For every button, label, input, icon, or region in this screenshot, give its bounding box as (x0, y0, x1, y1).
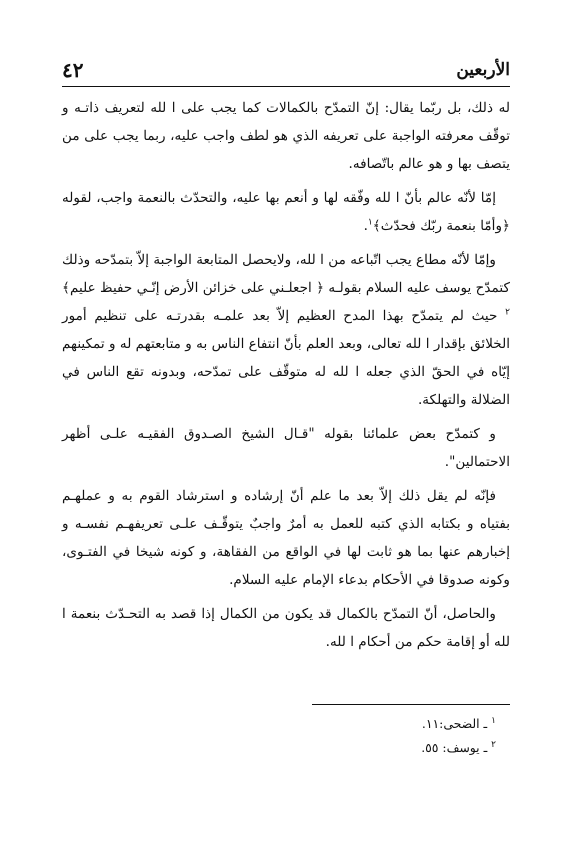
page-number: ٤٢ (62, 58, 84, 82)
paragraph-5: فإنّه لم يقل ذلك إلاّ بعد ما علم أنّ إرشاده و استرشاد القوم به و عملهـم بفتياه و بكتابه الذي كتبه للعمل به أمرٌ واجبٌ يتوقّـف علـى تعريفهـم نفسـه و إخبارهم عنها بما هو ثابت لها في الواقع من الفقاهة، و كونه شيخا في الفتـوى، وكونه صدوقا في الأحكام بدعاء الإمام عليه السلام. (62, 488, 510, 588)
paragraph-2: إمّا لأنّه عالم بأنّ ا لله وفّقه لها و أنعم بها عليه، والتحدّث بالنعمة واجب، لقوله ﴿وأمّا بنعمة ربّك فحدّث﴾$^١$. (62, 190, 510, 234)
paragraph-1: له ذلك، بل ربّما يقال: إنّ التمدّح بالكمالات كما يجب على ا لله لتعريف ذاتـه و توقّف معرفته الواجبة على تعريفه الذي هو لطف واجب عليه، ربما يجب على من يتصف بها و هو عالم باتّصافه. (62, 100, 510, 172)
paragraph-6: والحاصل، أنّ التمدّح بالكمال قد يكون من الكمال إذا قصد به التحـدّث بنعمة ا لله أو إقامة حكم من أحكام ا لله. (62, 606, 510, 650)
footnotes (62, 712, 510, 760)
main-text (62, 94, 510, 662)
footnote-1: $^١$ ـ الضحى:١١. (421, 715, 496, 731)
footnote-ref-1[interactable]: ١ (367, 217, 373, 228)
footnote-ref-2[interactable]: ٢ (505, 307, 510, 318)
page-header (62, 58, 510, 84)
paragraph-3: وإمّا لأنّه مطاع يجب اتّباعه من ا لله، ولايحصل المتابعة الواجبة إلاّ بتمدّحه وذلك كتمدّح يوسف عليه السلام بقولـه ﴿ اجعلـني على خزائن الأرض إنّـي حفيظ عليم﴾$^٢$ حيث لم يتمدّح بهذا المدح العظيم إلاّ بعد علمـه بقدرتـه على تنظيم أمور الخلائق بإقدار ا لله تعالى، وبعد العلم بأنّ انتفاع الناس به و متابعتهم له و تمكينهم إيّاه في الحقّ الذي جعله ا لله له متوقّف على تمدّحه، وبدونه تقع الناس في الضلالة والتهلكة. (62, 252, 510, 408)
footnote-mark-1: ١ (491, 715, 496, 726)
footnote-separator (312, 704, 510, 705)
paragraph-4: و كتمدّح بعض علمائنا بقوله "قـال الشيخ الصـدوق الفقيـه علـى أظهر الاحتمالين". (62, 426, 510, 470)
header-rule (62, 86, 510, 87)
footnote-mark-2: ٢ (491, 739, 496, 750)
running-title: الأربعين (456, 60, 510, 80)
footnote-2: $^٢$ ـ يوسف: ٥٥. (421, 739, 496, 755)
